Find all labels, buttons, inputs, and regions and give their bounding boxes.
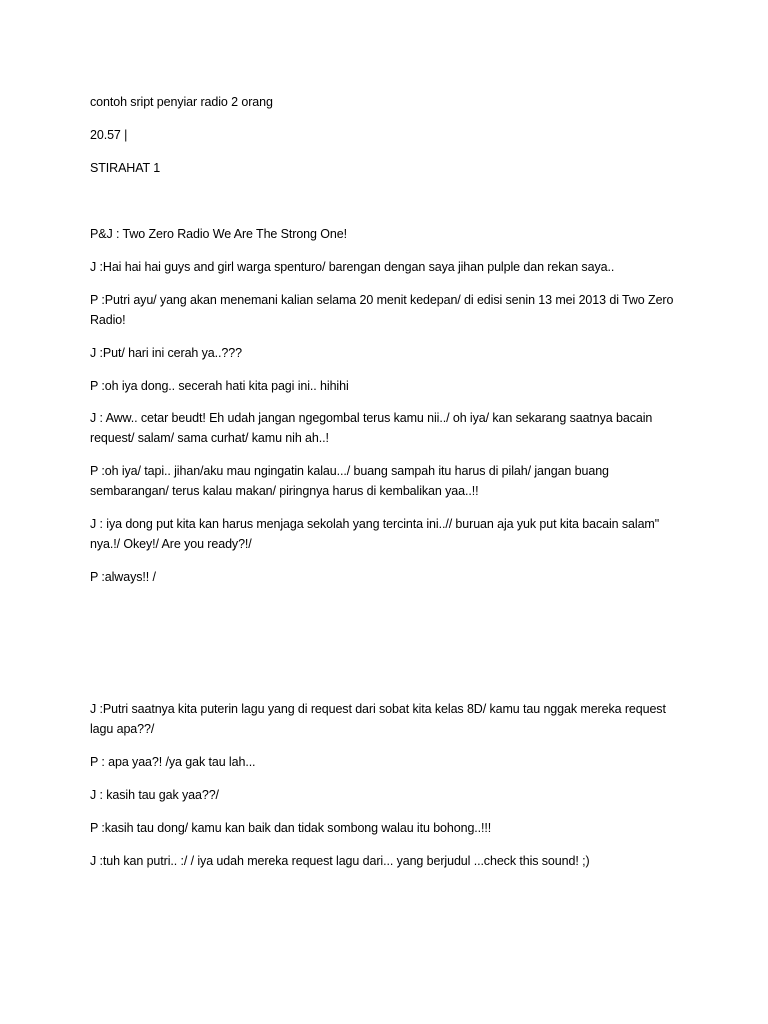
section-heading: STIRAHAT 1: [90, 161, 161, 175]
timestamp: 20.57 |: [90, 128, 128, 142]
script-line: P :kasih tau dong/ kamu kan baik dan tidak sombong walau itu bohong..!!!: [90, 821, 492, 835]
script-line: P : apa yaa?! /ya gak tau lah...: [90, 755, 256, 769]
script-line: J :Hai hai hai guys and girl warga spenturo/ barengan dengan saya jihan pulple dan rekan saya..: [90, 260, 615, 274]
script-line: J : Aww.. cetar beudt! Eh udah jangan ngegombal terus kamu nii../ oh iya/ kan sekarang saatnya bacain request/ salam/ sama curhat/ kamu nih ah..!: [90, 411, 653, 445]
script-line: J :tuh kan putri.. :/ / iya udah mereka request lagu dari... yang berjudul ...check this sound! ;): [90, 854, 590, 868]
script-line: P :always!! /: [90, 570, 156, 584]
script-line: P :oh iya dong.. secerah hati kita pagi ini.. hihihi: [90, 379, 349, 393]
script-line: J : iya dong put kita kan harus menjaga sekolah yang tercinta ini..// buruan aja yuk put kita bacain salam" nya.!/ Okey!/ Are you ready?!/: [90, 517, 660, 551]
script-line: J : kasih tau gak yaa??/: [90, 788, 219, 802]
script-line: P :oh iya/ tapi.. jihan/aku mau ngingatin kalau.../ buang sampah itu harus di pilah/ jangan buang sembarangan/ terus kalau makan/ piringnya harus di kembalikan yaa..!!: [90, 464, 609, 498]
script-line: J :Putri saatnya kita puterin lagu yang di request dari sobat kita kelas 8D/ kamu tau nggak mereka request lagu apa??/: [90, 702, 666, 736]
script-line: P :Putri ayu/ yang akan menemani kalian selama 20 menit kedepan/ di edisi senin 13 mei 2013 di Two Zero Radio!: [90, 293, 674, 327]
script-line: P&J : Two Zero Radio We Are The Strong One!: [90, 227, 347, 241]
document-title: contoh sript penyiar radio 2 orang: [90, 95, 273, 109]
script-line: J :Put/ hari ini cerah ya..???: [90, 346, 242, 360]
